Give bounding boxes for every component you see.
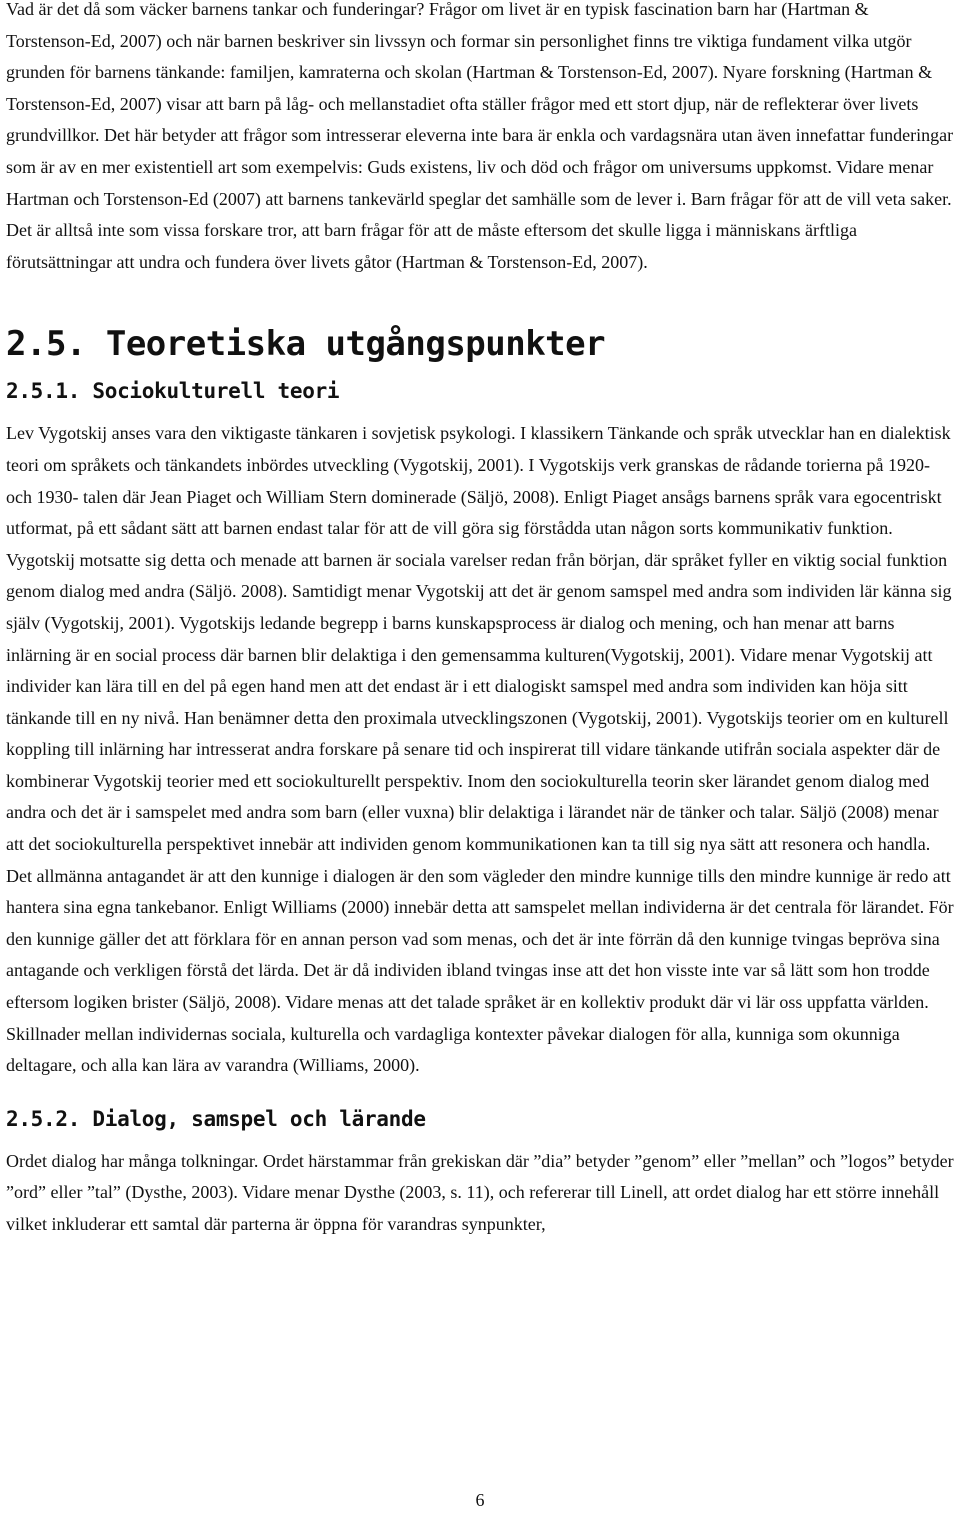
- subsection-heading: 2.5.2. Dialog, samspel och lärande: [6, 1106, 426, 1131]
- body-paragraph: Vad är det då som väcker barnens tankar och funderingar? Frågor om livet är en typisk fascination barn har (Hartman & Torstenson-Ed, 2007) och när barnen beskriver sin livssyn och formar sin personlighet finns tre viktiga fundament vilka utgör grunden för barnens tänkande: familjen, kamraterna och skolan (Hartman & Torstenson-Ed, 2007). Nyare forskning (Hartman & Torstenson-Ed, 2007) visar att barn på låg- och mellanstadiet ofta ställer frågor med ett stort djup, när de reflekterar över livets grundvillkor. Det här betyder att frågor som intresserar eleverna inte bara är enkla och vardagsnära utan även innefattar funderingar som är av en mer existentiell art som exempelvis: Guds existens, liv och död och frågor om universums uppkomst. Vidare menar Hartman och Torstenson-Ed (2007) att barnens tankevärld speglar det samhälle som de lever i. Barn frågar för att de vill veta saker. Det är alltså inte som vissa forskare tror, att barn frågar för att de måste eftersom det skulle ligga i människans ärftliga förutsättningar att undra och fundera över livets gåtor (Hartman & Torstenson-Ed, 2007).: [6, 0, 954, 272]
- page-number: 6: [475, 1490, 485, 1510]
- section-heading: 2.5. Teoretiska utgångspunkter: [6, 324, 606, 365]
- document-page: [6, 0, 956, 1241]
- body-paragraph: Ordet dialog har många tolkningar. Ordet härstammar från grekiskan där ”dia” betyder ”genom” eller ”mellan” och ”logos” betyder ”ord” eller ”tal” (Dysthe, 2003). Vidare menar Dysthe (2003, s. 11), och refererar till Linell, att ordet dialog har ett större innehåll vilket inkluderar ett samtal där parterna är öppna för varandras synpunkter,: [6, 1150, 954, 1234]
- subsection-heading: 2.5.1. Sociokulturell teori: [6, 379, 340, 404]
- body-paragraph: Lev Vygotskij anses vara den viktigaste tänkaren i sovjetisk psykologi. I klassikern Tänkande och språk utvecklar han en dialektisk teori om språkets och tänkandets inbördes utveckling (Vygotskij, 2001). I Vygotskijs verk granskas de rådande torierna på 1920- och 1930- talen där Jean Piaget och William Stern dominerade (Säljö, 2008). Enligt Piaget ansågs barnens språk vara egocentriskt utformat, på ett sådant sätt att barnen endast talar för att de vill göra sig förstådda utan någon sorts kommunikativ funktion. Vygotskij motsatte sig detta och menade att barnen är sociala varelser redan från början, där språket fyller en viktig social funktion genom dialog med andra (Säljö. 2008). Samtidigt menar Vygotskij att det är genom samspel med andra som individen lär känna sig själv (Vygotskij, 2001). Vygotskijs ledande begrepp i barns kunskapsprocess är dialog och mening, och han menar att barns inlärning är en social process där barnen blir delaktiga i den gemensamma kulturen(Vygotskij, 2001). Vidare menar Vygotskij att individer kan lära till en del på egen hand men att det endast är i ett dialogiskt samspel med andra som individen kan höja sitt tänkande till en ny nivå. Han benämner detta den proximala utvecklingszonen (Vygotskij, 2001). Vygotskijs teorier om en kulturell koppling till inlärning har intresserat andra forskare på senare tid och inspirerat till vidare tänkande utifrån sociala aspekter där de kombinerar Vygotskij teorier med ett sociokulturellt perspektiv. Inom den sociokulturella teorin sker lärandet genom dialog med andra och det är i samspelet med andra som barn (eller vuxna) blir delaktiga i lärandet när de tänker och talar. Säljö (2008) menar att det sociokulturella perspektivet innebär att individen genom kommunikationen kan ta till sig nya sätt att resonera och handla. Det allmänna antagandet är att den kunnige i dialogen är den som vägleder den mindre kunnige tills den mindre kunnige är redo att hantera sina egna tankebanor. Enligt Williams (2000) innebär detta att samspelet mellan individerna är det centrala för lärandet. För den kunnige gäller det att förklara för en annan person vad som menas, och det är inte förrän då den kunnige tvingas bepröva sina antagande och verkligen förstå det lärda. Det är då individen ibland tvingas inse att det hon visste inte var så lätt som hon trodde eftersom logiken brister (Säljö, 2008). Vidare menas att det talade språket är en kollektiv produkt där vi lär oss uppfatta världen. Skillnader mellan individernas sociala, kulturella och vardagliga kontexter påvekar dialogen för alla, kunniga som okunniga deltagare, och alla kan lära av varandra (Williams, 2000).: [6, 423, 954, 1076]
